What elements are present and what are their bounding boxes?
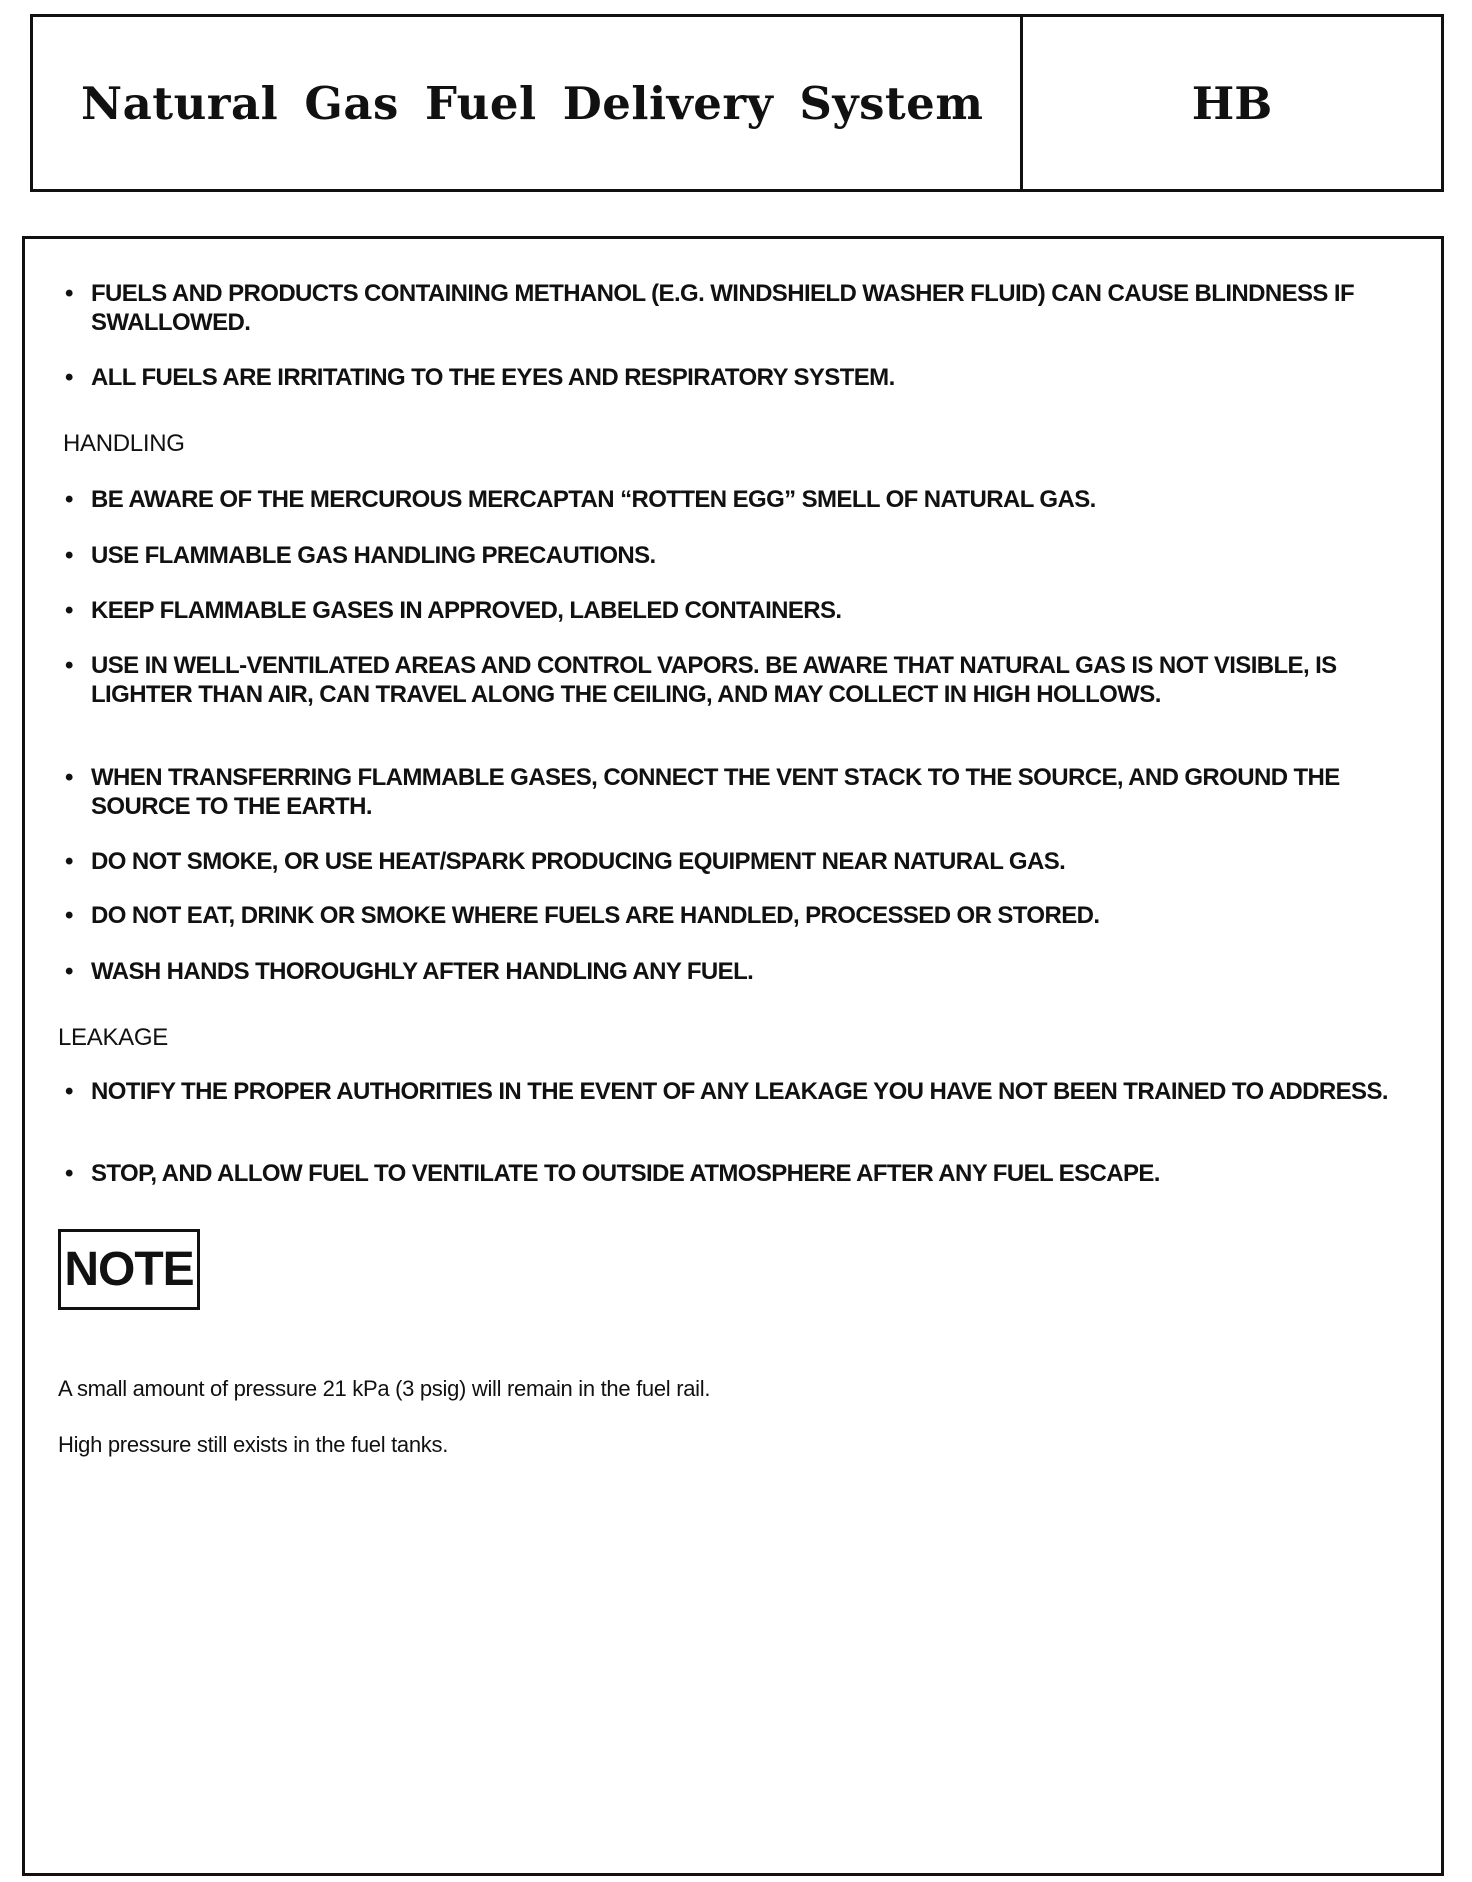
handling-item: • USE IN WELL-VENTILATED AREAS AND CONTROL VAPORS. BE AWARE THAT NATURAL GAS IS NOT VISIBLE, IS LIGHTER THAN AIR, CAN TRAVEL ALONG THE CEILING, AND MAY COLLECT IN HIGH HOLLOWS. xyxy=(65,652,1337,708)
warning-item: • FUELS AND PRODUCTS CONTAINING METHANOL (E.G. WINDSHIELD WASHER FLUID) CAN CAUSE BLINDNESS IF SWALLOWED. xyxy=(65,280,1355,336)
leakage-item: • STOP, AND ALLOW FUEL TO VENTILATE TO OUTSIDE ATMOSPHERE AFTER ANY FUEL ESCAPE. xyxy=(65,1160,1160,1187)
bullet-icon: • xyxy=(65,1160,73,1187)
leakage-heading: LEAKAGE xyxy=(58,1024,168,1051)
bullet-icon: • xyxy=(65,597,73,624)
bullet-icon: • xyxy=(65,902,73,929)
page-title: Natural Gas Fuel Delivery System xyxy=(33,17,1023,189)
handling-item: • WASH HANDS THOROUGHLY AFTER HANDLING ANY FUEL. xyxy=(65,958,754,985)
handling-item: • WHEN TRANSFERRING FLAMMABLE GASES, CONNECT THE VENT STACK TO THE SOURCE, AND GROUND THE SOURCE TO THE EARTH. xyxy=(65,764,1340,820)
handling-item: • BE AWARE OF THE MERCUROUS MERCAPTAN “ROTTEN EGG” SMELL OF NATURAL GAS. xyxy=(65,486,1096,513)
bullet-icon: • xyxy=(65,652,73,679)
handling-heading: HANDLING xyxy=(63,430,185,457)
note-label: NOTE xyxy=(58,1229,200,1310)
bullet-icon: • xyxy=(65,1078,73,1105)
bullet-icon: • xyxy=(65,542,73,569)
section-code: HB xyxy=(1191,76,1273,130)
handling-item: • DO NOT EAT, DRINK OR SMOKE WHERE FUELS ARE HANDLED, PROCESSED OR STORED. xyxy=(65,902,1100,929)
bullet-icon: • xyxy=(65,764,73,791)
bullet-icon: • xyxy=(65,364,73,391)
page-header xyxy=(30,14,1444,192)
bullet-icon: • xyxy=(65,280,73,307)
note-text: A small amount of pressure 21 kPa (3 psig) will remain in the fuel rail. xyxy=(58,1376,711,1401)
bullet-icon: • xyxy=(65,848,73,875)
content-frame xyxy=(22,236,1444,1876)
bullet-icon: • xyxy=(65,486,73,513)
handling-item: • KEEP FLAMMABLE GASES IN APPROVED, LABELED CONTAINERS. xyxy=(65,597,842,624)
note-text: High pressure still exists in the fuel tanks. xyxy=(58,1432,449,1457)
handling-item: • DO NOT SMOKE, OR USE HEAT/SPARK PRODUCING EQUIPMENT NEAR NATURAL GAS. xyxy=(65,848,1066,875)
bullet-icon: • xyxy=(65,958,73,985)
handling-item: • USE FLAMMABLE GAS HANDLING PRECAUTIONS. xyxy=(65,542,656,569)
leakage-item: • NOTIFY THE PROPER AUTHORITIES IN THE EVENT OF ANY LEAKAGE YOU HAVE NOT BEEN TRAINED TO ADDRESS. xyxy=(65,1078,1388,1105)
warning-item: • ALL FUELS ARE IRRITATING TO THE EYES AND RESPIRATORY SYSTEM. xyxy=(65,364,895,391)
